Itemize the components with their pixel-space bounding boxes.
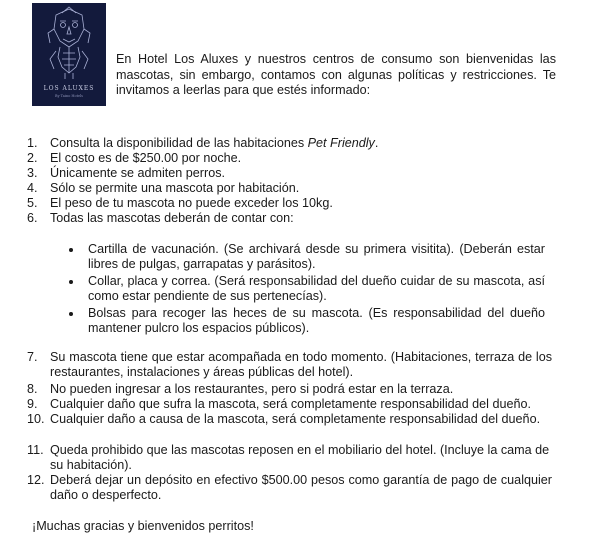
bullet-icon [69, 248, 73, 252]
rule-text: Cualquier daño que sufra la mascota, será completamente responsabilidad del dueño. [50, 397, 531, 411]
requirement-text: Collar, placa y correa. (Será responsabilidad del dueño cuidar de su mascota, así como estar pendiente de sus pertenecías). [88, 274, 545, 304]
aluxes-mask-logo-icon [32, 3, 106, 83]
rule-text: Deberá dejar un depósito en efectivo $500.00 pesos como garantía de pago de cualquier daño o desperfecto. [50, 473, 552, 503]
logo-subtitle: By Taino Hotels [55, 94, 83, 98]
closing-message: ¡Muchas gracias y bienvenidos perritos! [32, 519, 254, 533]
rule-text: Su mascota tiene que estar acompañada en todo momento. (Habitaciones, terraza de los restaurantes, instalaciones y áreas públicas del hotel). [50, 350, 552, 380]
rule-number: 12. [27, 473, 45, 487]
rule-number: 7. [27, 350, 38, 364]
logo-name: LOS ALUXES [43, 85, 95, 92]
rule-text: No pueden ingresar a los restaurantes, pero si podrá estar en la terraza. [50, 382, 454, 396]
rule-text-end: . [374, 136, 379, 150]
rule-text: El costo es de $250.00 por noche. [50, 151, 242, 165]
rule-text: Todas las mascotas deberán de contar con: [50, 211, 294, 225]
rule-text: Queda prohibido que las mascotas reposen en el mobiliario del hotel. (Incluye la cama de su habitación). [50, 443, 550, 473]
bullet-icon [69, 312, 73, 316]
rule-number: 8. [27, 382, 38, 396]
intro-paragraph: En Hotel Los Aluxes y nuestros centros de consumo son bienvenidas las mascotas, sin embargo, contamos con algunas políticas y restricciones. Te invitamos a leerlas para que estés informado: [116, 52, 556, 97]
rule-number: 4. [27, 181, 38, 195]
requirement-text: Cartilla de vacunación. (Se archivará desde su primera visitita). (Deberán estar libres de pulgas, garrapatas y parásitos). [88, 242, 545, 272]
rule-text: Sólo se permite una mascota por habitación. [50, 181, 300, 195]
rule-text [50, 136, 552, 151]
bullet-icon [69, 280, 73, 284]
rule-number: 5. [27, 196, 38, 210]
hotel-logo [32, 3, 106, 106]
rule-number: 3. [27, 166, 38, 180]
rule-text-start: Consulta la disponibilidad de las habitaciones [50, 136, 308, 150]
rule-text: El peso de tu mascota no puede exceder los 10kg. [50, 196, 333, 210]
rule-number: 11. [27, 443, 44, 457]
rule-text: Únicamente se admiten perros. [50, 166, 225, 180]
rule-number: 2. [27, 151, 38, 165]
rule-text: Cualquier daño a causa de la mascota, será completamente responsabilidad del dueño. [50, 412, 541, 426]
rule-number: 6. [27, 211, 38, 225]
rule-number: 10. [27, 412, 45, 426]
pet-friendly-emphasis: Pet Friendly [307, 136, 375, 150]
rule-number: 1. [27, 136, 38, 150]
requirement-text: Bolsas para recoger las heces de su mascota. (Es responsabilidad del dueño mantener pulcro los espacios públicos). [88, 306, 545, 336]
rule-number: 9. [27, 397, 38, 411]
